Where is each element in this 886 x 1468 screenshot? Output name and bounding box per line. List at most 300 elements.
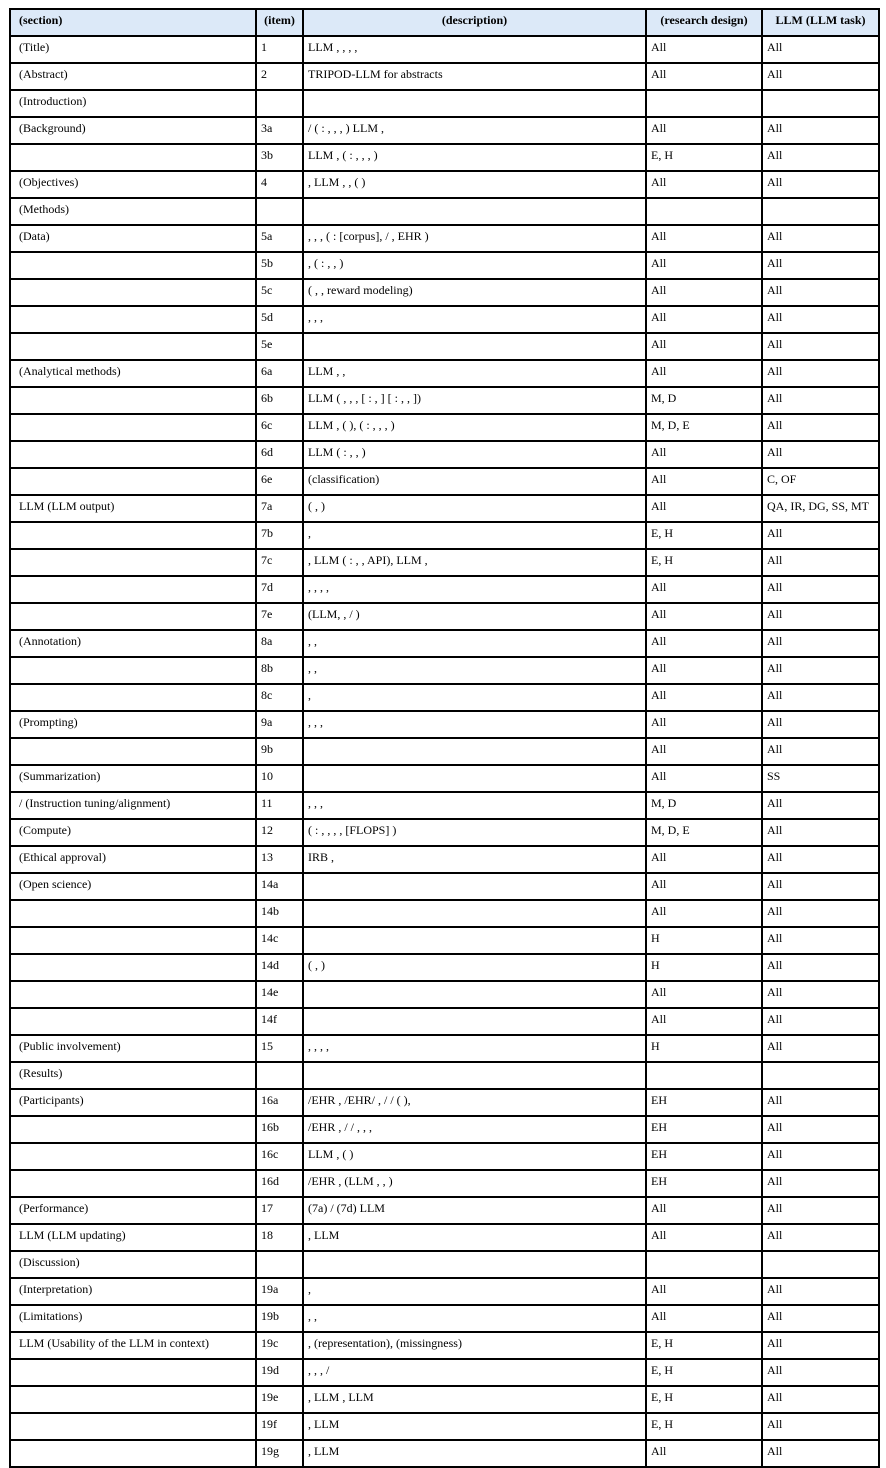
table-row — [10, 927, 879, 954]
row-section: (Limitations) — [10, 1305, 256, 1332]
table-row — [10, 441, 879, 468]
table-row — [10, 1062, 879, 1089]
row-item: 14a — [256, 873, 303, 900]
row-section: (Data) — [10, 225, 256, 252]
checklist-table-container — [9, 8, 880, 1468]
row-section: (Ethical approval) — [10, 846, 256, 873]
header-section: (section) — [10, 9, 256, 36]
row-section — [10, 549, 256, 576]
row-task: All — [762, 684, 879, 711]
row-description: , , , / — [303, 1359, 646, 1386]
row-task: All — [762, 819, 879, 846]
row-description: , ( : , , ) — [303, 252, 646, 279]
row-item: 14f — [256, 1008, 303, 1035]
row-section: (Performance) — [10, 1197, 256, 1224]
row-section — [10, 684, 256, 711]
row-item — [256, 90, 303, 117]
row-design — [646, 1251, 762, 1278]
row-item: 16c — [256, 1143, 303, 1170]
row-design: All — [646, 1224, 762, 1251]
tripod-llm-checklist-table — [9, 8, 880, 1468]
row-section: (Title) — [10, 36, 256, 63]
row-design: E, H — [646, 1359, 762, 1386]
row-description: ( , ) — [303, 495, 646, 522]
row-task: All — [762, 306, 879, 333]
row-design: All — [646, 495, 762, 522]
row-description — [303, 900, 646, 927]
row-section: (Discussion) — [10, 1251, 256, 1278]
table-row — [10, 225, 879, 252]
row-task: All — [762, 657, 879, 684]
row-item — [256, 1251, 303, 1278]
row-item: 16b — [256, 1116, 303, 1143]
row-item: 15 — [256, 1035, 303, 1062]
row-design: All — [646, 225, 762, 252]
row-description: , LLM , , ( ) — [303, 171, 646, 198]
row-section — [10, 900, 256, 927]
row-design: All — [646, 873, 762, 900]
table-row — [10, 1440, 879, 1467]
row-description: , — [303, 1278, 646, 1305]
row-description: , LLM — [303, 1413, 646, 1440]
row-description: LLM , ( ), ( : , , , ) — [303, 414, 646, 441]
row-task: All — [762, 1143, 879, 1170]
table-row — [10, 1386, 879, 1413]
table-row — [10, 495, 879, 522]
row-item — [256, 198, 303, 225]
row-section — [10, 144, 256, 171]
row-section — [10, 954, 256, 981]
row-task: All — [762, 117, 879, 144]
row-description: LLM ( : , , ) — [303, 441, 646, 468]
table-row — [10, 900, 879, 927]
row-design: All — [646, 306, 762, 333]
row-task: All — [762, 360, 879, 387]
table-row — [10, 1008, 879, 1035]
row-description: TRIPOD-LLM for abstracts — [303, 63, 646, 90]
row-item: 14c — [256, 927, 303, 954]
row-section: (Open science) — [10, 873, 256, 900]
table-row — [10, 468, 879, 495]
row-description: (classification) — [303, 468, 646, 495]
row-description: , LLM — [303, 1224, 646, 1251]
row-description — [303, 198, 646, 225]
row-description: , , , ( : [corpus], / , EHR ) — [303, 225, 646, 252]
row-design: All — [646, 63, 762, 90]
row-task: All — [762, 36, 879, 63]
row-section — [10, 738, 256, 765]
table-row — [10, 387, 879, 414]
table-row — [10, 792, 879, 819]
row-design: All — [646, 468, 762, 495]
row-section: (Introduction) — [10, 90, 256, 117]
row-item: 19e — [256, 1386, 303, 1413]
row-item: 6c — [256, 414, 303, 441]
row-section: (Summarization) — [10, 765, 256, 792]
row-task: All — [762, 1278, 879, 1305]
row-task: All — [762, 522, 879, 549]
row-item: 7b — [256, 522, 303, 549]
row-item: 5b — [256, 252, 303, 279]
row-task: All — [762, 1305, 879, 1332]
row-design: All — [646, 1305, 762, 1332]
row-task: QA, IR, DG, SS, MT — [762, 495, 879, 522]
row-item: 1 — [256, 36, 303, 63]
table-row — [10, 333, 879, 360]
row-description: , , — [303, 1305, 646, 1332]
row-design: All — [646, 765, 762, 792]
row-section: / (Instruction tuning/alignment) — [10, 792, 256, 819]
row-item: 8b — [256, 657, 303, 684]
row-task: All — [762, 927, 879, 954]
table-row — [10, 144, 879, 171]
row-item: 2 — [256, 63, 303, 90]
row-task: All — [762, 171, 879, 198]
row-design: E, H — [646, 549, 762, 576]
row-task — [762, 1251, 879, 1278]
row-description — [303, 738, 646, 765]
row-description: , LLM — [303, 1440, 646, 1467]
row-item: 6b — [256, 387, 303, 414]
row-description: LLM , ( : , , , ) — [303, 144, 646, 171]
row-section — [10, 333, 256, 360]
row-section — [10, 1170, 256, 1197]
row-task: All — [762, 1413, 879, 1440]
row-design: EH — [646, 1170, 762, 1197]
table-row — [10, 981, 879, 1008]
row-item: 13 — [256, 846, 303, 873]
row-item: 4 — [256, 171, 303, 198]
row-design: All — [646, 252, 762, 279]
row-design: E, H — [646, 522, 762, 549]
row-description: ( : , , , , [FLOPS] ) — [303, 819, 646, 846]
row-section: (Participants) — [10, 1089, 256, 1116]
row-task: C, OF — [762, 468, 879, 495]
table-row — [10, 1116, 879, 1143]
row-item: 7c — [256, 549, 303, 576]
row-description: , (representation), (missingness) — [303, 1332, 646, 1359]
row-task — [762, 90, 879, 117]
table-row — [10, 1224, 879, 1251]
row-design: All — [646, 1278, 762, 1305]
row-design: All — [646, 900, 762, 927]
row-design: All — [646, 279, 762, 306]
row-task: All — [762, 900, 879, 927]
table-row — [10, 1413, 879, 1440]
row-description — [303, 90, 646, 117]
table-row — [10, 90, 879, 117]
row-description: LLM , ( ) — [303, 1143, 646, 1170]
row-section: LLM (Usability of the LLM in context) — [10, 1332, 256, 1359]
row-section — [10, 468, 256, 495]
row-design: E, H — [646, 1386, 762, 1413]
row-section: (Analytical methods) — [10, 360, 256, 387]
row-design: All — [646, 117, 762, 144]
row-description: , , , — [303, 792, 646, 819]
row-item: 3a — [256, 117, 303, 144]
row-design: All — [646, 684, 762, 711]
row-item: 9b — [256, 738, 303, 765]
row-item: 6e — [256, 468, 303, 495]
row-task: All — [762, 1116, 879, 1143]
header-item: (item) — [256, 9, 303, 36]
row-design: All — [646, 333, 762, 360]
row-design: All — [646, 1197, 762, 1224]
row-item: 14e — [256, 981, 303, 1008]
row-task: All — [762, 873, 879, 900]
table-body — [10, 36, 879, 1467]
row-description: IRB , — [303, 846, 646, 873]
row-item: 5d — [256, 306, 303, 333]
row-section: (Public involvement) — [10, 1035, 256, 1062]
row-description: (7a) / (7d) LLM — [303, 1197, 646, 1224]
row-section: (Background) — [10, 117, 256, 144]
row-item: 6d — [256, 441, 303, 468]
row-item: 14d — [256, 954, 303, 981]
row-item: 16d — [256, 1170, 303, 1197]
table-row — [10, 819, 879, 846]
row-design: All — [646, 36, 762, 63]
row-section — [10, 522, 256, 549]
row-item: 19c — [256, 1332, 303, 1359]
row-section — [10, 1116, 256, 1143]
table-row — [10, 738, 879, 765]
row-item: 8a — [256, 630, 303, 657]
row-description: , , — [303, 657, 646, 684]
table-row — [10, 1305, 879, 1332]
table-row — [10, 1359, 879, 1386]
row-item: 7a — [256, 495, 303, 522]
row-section — [10, 981, 256, 1008]
row-description: /EHR , / / , , , — [303, 1116, 646, 1143]
row-design: EH — [646, 1089, 762, 1116]
row-task — [762, 198, 879, 225]
table-row — [10, 63, 879, 90]
row-description — [303, 1062, 646, 1089]
row-task: All — [762, 279, 879, 306]
table-row — [10, 1332, 879, 1359]
row-item: 14b — [256, 900, 303, 927]
row-item: 3b — [256, 144, 303, 171]
row-section — [10, 1386, 256, 1413]
row-task: All — [762, 549, 879, 576]
row-task: All — [762, 1035, 879, 1062]
table-row — [10, 603, 879, 630]
table-row — [10, 1143, 879, 1170]
table-row — [10, 171, 879, 198]
row-design: M, D, E — [646, 819, 762, 846]
header-row — [10, 9, 879, 36]
row-task: All — [762, 63, 879, 90]
row-task: All — [762, 1332, 879, 1359]
row-item: 19a — [256, 1278, 303, 1305]
row-description: , , — [303, 630, 646, 657]
table-row — [10, 630, 879, 657]
row-task: SS — [762, 765, 879, 792]
table-row — [10, 765, 879, 792]
row-description: (LLM, , / ) — [303, 603, 646, 630]
table-row — [10, 1197, 879, 1224]
row-design: M, D — [646, 792, 762, 819]
row-design: EH — [646, 1116, 762, 1143]
row-item: 18 — [256, 1224, 303, 1251]
row-design: H — [646, 1035, 762, 1062]
row-design: All — [646, 603, 762, 630]
table-row — [10, 1089, 879, 1116]
row-task: All — [762, 1170, 879, 1197]
table-row — [10, 954, 879, 981]
row-section — [10, 1008, 256, 1035]
row-section — [10, 1359, 256, 1386]
row-item: 19f — [256, 1413, 303, 1440]
row-item: 19d — [256, 1359, 303, 1386]
table-row — [10, 549, 879, 576]
row-task: All — [762, 603, 879, 630]
row-design — [646, 198, 762, 225]
row-section: (Compute) — [10, 819, 256, 846]
row-task: All — [762, 954, 879, 981]
row-item: 16a — [256, 1089, 303, 1116]
row-description: ( , , reward modeling) — [303, 279, 646, 306]
row-item — [256, 1062, 303, 1089]
table-row — [10, 198, 879, 225]
row-task: All — [762, 225, 879, 252]
row-section: LLM (LLM updating) — [10, 1224, 256, 1251]
row-task: All — [762, 414, 879, 441]
row-section — [10, 306, 256, 333]
table-row — [10, 657, 879, 684]
row-description: , , , , — [303, 576, 646, 603]
table-row — [10, 360, 879, 387]
row-item: 11 — [256, 792, 303, 819]
row-design: All — [646, 711, 762, 738]
row-description: , , , — [303, 711, 646, 738]
table-row — [10, 306, 879, 333]
row-design: E, H — [646, 1413, 762, 1440]
row-item: 5c — [256, 279, 303, 306]
row-design: H — [646, 927, 762, 954]
row-section: (Objectives) — [10, 171, 256, 198]
row-task: All — [762, 387, 879, 414]
row-section: (Results) — [10, 1062, 256, 1089]
row-design: All — [646, 846, 762, 873]
table-row — [10, 522, 879, 549]
table-row — [10, 846, 879, 873]
row-task — [762, 1062, 879, 1089]
row-item: 19g — [256, 1440, 303, 1467]
row-design: All — [646, 441, 762, 468]
row-task: All — [762, 576, 879, 603]
row-section: LLM (LLM output) — [10, 495, 256, 522]
row-description: /EHR , /EHR/ , / / ( ), — [303, 1089, 646, 1116]
row-design: All — [646, 738, 762, 765]
row-task: All — [762, 792, 879, 819]
row-design: All — [646, 1440, 762, 1467]
row-task: All — [762, 1197, 879, 1224]
row-item: 5a — [256, 225, 303, 252]
row-design: EH — [646, 1143, 762, 1170]
table-row — [10, 873, 879, 900]
row-section — [10, 603, 256, 630]
row-design: E, H — [646, 1332, 762, 1359]
row-section: (Methods) — [10, 198, 256, 225]
row-section — [10, 1143, 256, 1170]
row-task: All — [762, 1386, 879, 1413]
row-section — [10, 441, 256, 468]
row-design: All — [646, 981, 762, 1008]
header-description: (description) — [303, 9, 646, 36]
row-description: LLM , , — [303, 360, 646, 387]
row-design: M, D — [646, 387, 762, 414]
table-row — [10, 684, 879, 711]
row-design: M, D, E — [646, 414, 762, 441]
table-row — [10, 414, 879, 441]
row-design: All — [646, 576, 762, 603]
row-task: All — [762, 711, 879, 738]
row-item: 9a — [256, 711, 303, 738]
row-description — [303, 927, 646, 954]
table-row — [10, 1170, 879, 1197]
header-llm-task: LLM (LLM task) — [762, 9, 879, 36]
row-task: All — [762, 1359, 879, 1386]
row-section — [10, 252, 256, 279]
row-task: All — [762, 1224, 879, 1251]
row-description: / ( : , , , ) LLM , — [303, 117, 646, 144]
row-section — [10, 414, 256, 441]
row-description — [303, 1251, 646, 1278]
row-task: All — [762, 252, 879, 279]
row-task: All — [762, 441, 879, 468]
row-design: All — [646, 360, 762, 387]
row-description: ( , ) — [303, 954, 646, 981]
row-design: All — [646, 630, 762, 657]
row-design: E, H — [646, 144, 762, 171]
row-item: 19b — [256, 1305, 303, 1332]
table-row — [10, 711, 879, 738]
row-description: , , , — [303, 306, 646, 333]
table-row — [10, 1251, 879, 1278]
row-task: All — [762, 981, 879, 1008]
row-section: (Interpretation) — [10, 1278, 256, 1305]
row-task: All — [762, 144, 879, 171]
row-description: , LLM ( : , , API), LLM , — [303, 549, 646, 576]
row-design: All — [646, 1008, 762, 1035]
table-row — [10, 252, 879, 279]
row-item: 7d — [256, 576, 303, 603]
row-item: 8c — [256, 684, 303, 711]
row-section — [10, 657, 256, 684]
table-row — [10, 117, 879, 144]
table-row — [10, 279, 879, 306]
row-task: All — [762, 846, 879, 873]
row-item: 10 — [256, 765, 303, 792]
row-description — [303, 981, 646, 1008]
row-section — [10, 576, 256, 603]
row-task: All — [762, 1089, 879, 1116]
table-row — [10, 576, 879, 603]
row-description: , — [303, 522, 646, 549]
row-section: (Prompting) — [10, 711, 256, 738]
row-task: All — [762, 738, 879, 765]
row-description: /EHR , (LLM , , ) — [303, 1170, 646, 1197]
row-section: (Abstract) — [10, 63, 256, 90]
row-description — [303, 765, 646, 792]
row-section — [10, 1440, 256, 1467]
row-design — [646, 90, 762, 117]
row-section — [10, 279, 256, 306]
row-item: 5e — [256, 333, 303, 360]
row-task: All — [762, 630, 879, 657]
